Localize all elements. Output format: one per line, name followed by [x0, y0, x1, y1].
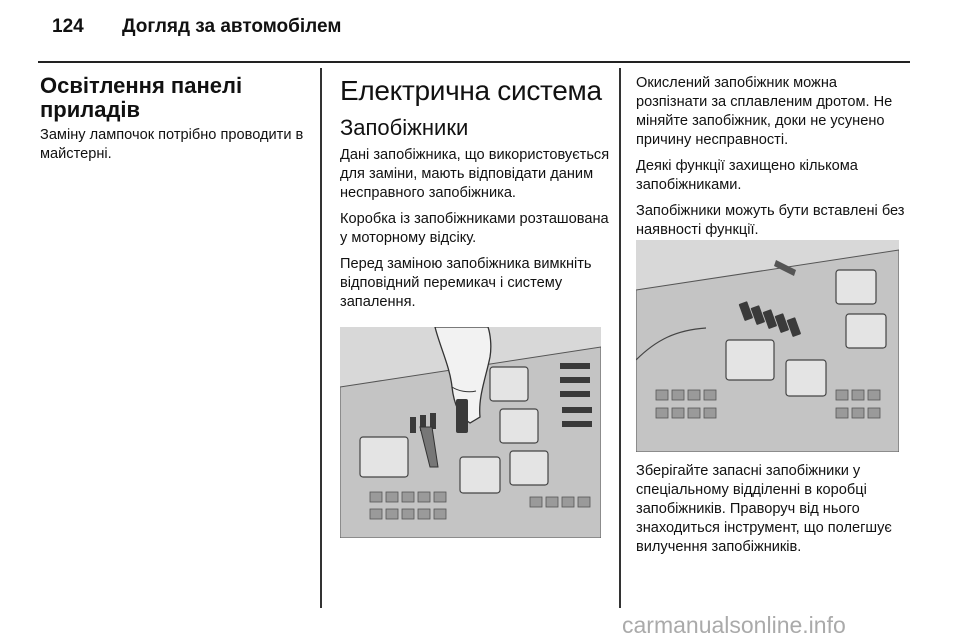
column-divider-2 — [619, 68, 621, 608]
paragraph: Дані запобіжника, що використовується для заміни, мають відповідати даним несправного запобіжника. — [340, 147, 610, 201]
column-divider-1 — [320, 68, 322, 608]
fuse-removal-illustration — [340, 327, 601, 538]
paragraph: Зберігайте запасні запобіжники у спеціальному відділенні в коробці запобіжників. Праворуч від нього знаходиться інструмент, що полегшує вилучення запобіжників. — [636, 463, 892, 555]
column-2 — [340, 74, 610, 319]
paragraph: Коробка із запобіжниками розташована у моторному відсіку. — [340, 211, 609, 246]
page-header-title: Догляд за автомобілем — [122, 16, 342, 37]
page-number: 124 — [52, 16, 84, 37]
paragraph: Заміну лампочок потрібно проводити в майстерні. — [40, 127, 304, 162]
column-3 — [636, 74, 908, 247]
paragraph: Перед заміною запобіжника вимкніть відповідний перемикач і систему запалення. — [340, 256, 592, 310]
section-heading-electrical-system: Електрична система — [340, 75, 602, 106]
column-1 — [40, 74, 310, 171]
paragraph: Деякі функції захищено кількома запобіжниками. — [636, 158, 858, 193]
paragraph: Запобіжники можуть бути вставлені без наявності функції. — [636, 203, 905, 238]
watermark: carmanualsonline.info — [622, 612, 846, 638]
header-divider — [38, 61, 910, 63]
subsection-heading-fuses: Запобіжники — [340, 115, 469, 140]
section-heading-panel-lighting: Освітлення панелі приладів — [40, 73, 243, 122]
paragraph: Окислений запобіжник можна розпізнати за сплавленим дротом. Не міняйте запобіжник, доки не усунено причину несправності. — [636, 75, 893, 148]
column-3-bottom — [636, 462, 908, 564]
spare-fuses-illustration — [636, 240, 899, 452]
